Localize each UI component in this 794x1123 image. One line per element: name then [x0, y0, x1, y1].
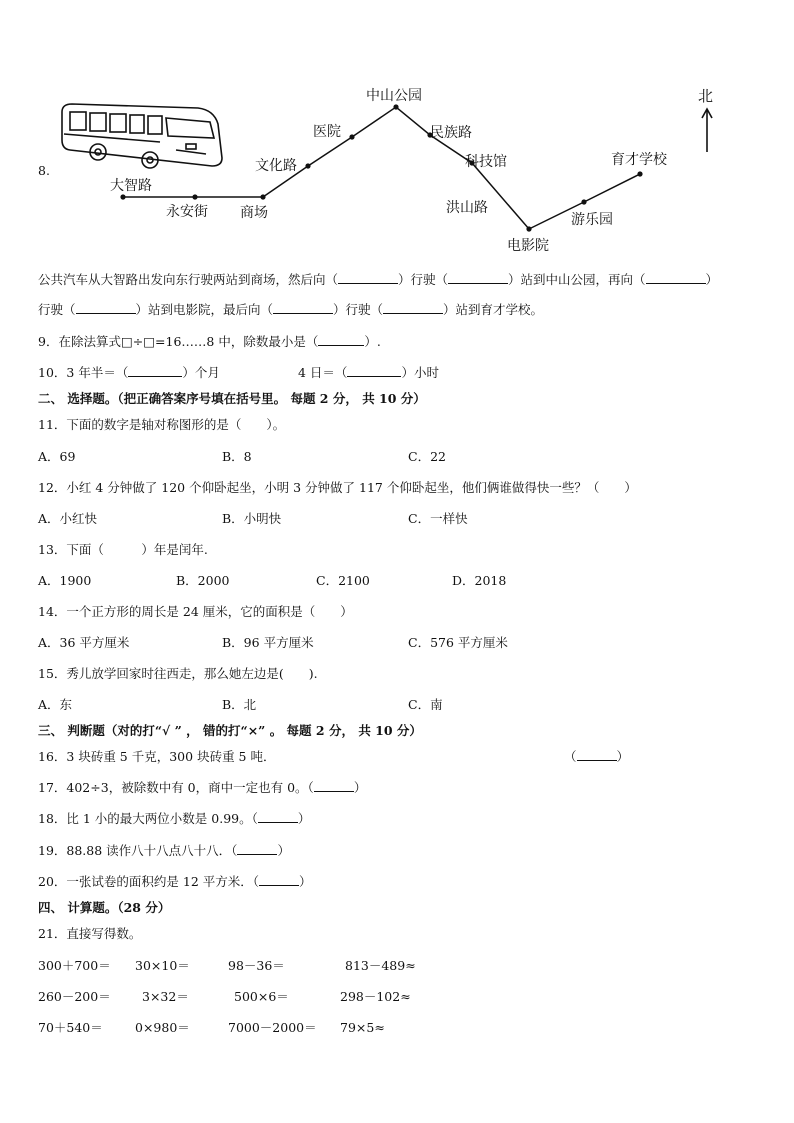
answer-blank[interactable]: [314, 780, 354, 792]
section-2-heading: 二、 选择题。（把正确答案序号填在括号里。 每题 2 分， 共 10 分）: [38, 391, 426, 406]
question-15-option-c[interactable]: C．南: [408, 697, 443, 712]
stop-label-zhongshan: 中山公园: [366, 88, 422, 104]
answer-blank[interactable]: [128, 365, 182, 377]
answer-blank[interactable]: [76, 302, 136, 314]
question-13-option-d[interactable]: D．2018: [452, 573, 507, 588]
question-15-option-b[interactable]: B．北: [222, 697, 257, 712]
question-12-option-c[interactable]: C．一样快: [408, 511, 468, 526]
stop-label-dazhi: 大智路: [110, 178, 152, 194]
calc-item[interactable]: 298－102≈: [340, 989, 411, 1004]
question-10: 10．3 年半＝（ ）个月: [38, 365, 220, 380]
calc-item[interactable]: 98－36＝: [228, 958, 285, 973]
question-11-stem: 11．下面的数字是轴对称图形的是（ ）。: [38, 417, 286, 432]
north-label: 北: [698, 87, 714, 105]
question-8-number: 8.: [38, 163, 50, 178]
bus-icon: [62, 104, 222, 168]
question-13-option-c[interactable]: C．2100: [316, 573, 370, 588]
stop-label-yucai: 育才学校: [611, 152, 667, 168]
stop-label-yongan: 永安街: [166, 204, 208, 220]
answer-blank[interactable]: [259, 874, 299, 886]
question-21: 21．直接写得数。: [38, 926, 142, 941]
question-20: 20．一张试卷的面积约是 12 平方米．（ ）: [38, 874, 312, 889]
calc-item[interactable]: 30×10＝: [135, 958, 190, 973]
calc-item[interactable]: 3×32＝: [142, 989, 189, 1004]
stop-label-yiyuan: 医院: [313, 124, 341, 140]
question-16: 16．3 块砖重 5 千克，300 块砖重 5 吨．: [38, 749, 276, 764]
question-17: 17．402÷3，被除数中有 0，商中一定也有 0。（ ）: [38, 780, 367, 795]
stop-label-shangchang: 商场: [240, 205, 268, 221]
question-8-text-line2: 行驶（ ）站到电影院，最后向（ ）行驶（ ）站到育才学校。: [38, 302, 544, 317]
section-3-heading: 三、 判断题（对的打“√ ” ， 错的打“×” 。 每题 2 分， 共 10 分）: [38, 723, 422, 738]
question-10-part2: 4 日＝（ ）小时: [298, 365, 439, 380]
calc-item[interactable]: 300＋700＝: [38, 958, 111, 973]
question-9: 9．在除法算式□÷□=16……8 中，除数最小是（ ）.: [38, 334, 381, 349]
question-11-option-a[interactable]: A．69: [38, 449, 76, 464]
calc-item[interactable]: 70＋540＝: [38, 1020, 103, 1035]
calc-item[interactable]: 79×5≈: [340, 1020, 385, 1035]
question-18: 18．比 1 小的最大两位小数是 0.99。（ ）: [38, 811, 311, 826]
question-15-option-a[interactable]: A．东: [38, 697, 73, 712]
question-14-option-a[interactable]: A．36 平方厘米: [38, 635, 130, 650]
question-14-stem: 14．一个正方形的周长是 24 厘米，它的面积是（ ）: [38, 604, 353, 619]
stop-label-keji: 科技馆: [465, 154, 507, 170]
question-12-option-a[interactable]: A．小红快: [38, 511, 98, 526]
question-11-option-c[interactable]: C．22: [408, 449, 446, 464]
question-8-text-line1: 公共汽车从大智路出发向东行驶两站到商场，然后向（ ）行驶（ ）站到中山公园，再向（ ）: [38, 272, 719, 287]
question-15-stem: 15．秀儿放学回家时往西走，那么她左边是( ).: [38, 666, 318, 681]
calc-item[interactable]: 7000－2000＝: [228, 1020, 317, 1035]
stop-label-hongshan: 洪山路: [446, 200, 488, 216]
question-13-option-a[interactable]: A．1900: [38, 573, 92, 588]
stop-label-minzu: 民族路: [430, 125, 472, 141]
answer-blank[interactable]: [448, 272, 508, 284]
question-12-stem: 12．小红 4 分钟做了 120 个仰卧起坐，小明 3 分钟做了 117 个仰卧起坐，他们俩谁做得快一些？（ ）: [38, 480, 637, 495]
answer-blank[interactable]: [237, 843, 277, 855]
section-4-heading: 四、 计算题。（28 分）: [38, 900, 171, 915]
calc-item[interactable]: 260－200＝: [38, 989, 111, 1004]
answer-blank[interactable]: [338, 272, 398, 284]
calc-item[interactable]: 0×980＝: [135, 1020, 190, 1035]
question-11-option-b[interactable]: B．8: [222, 449, 252, 464]
question-16-answer[interactable]: （ ）: [564, 749, 630, 764]
question-14-option-b[interactable]: B．96 平方厘米: [222, 635, 314, 650]
question-13-option-b[interactable]: B．2000: [176, 573, 230, 588]
question-13-stem: 13．下面（ ）年是闰年.: [38, 542, 208, 557]
answer-blank[interactable]: [646, 272, 706, 284]
answer-blank[interactable]: [318, 334, 364, 346]
question-12-option-b[interactable]: B．小明快: [222, 511, 282, 526]
answer-blank[interactable]: [383, 302, 443, 314]
stop-label-wenhua: 文化路: [255, 158, 297, 174]
route-map: [0, 0, 794, 260]
calc-item[interactable]: 500×6＝: [234, 989, 289, 1004]
stop-label-dianying: 电影院: [507, 238, 549, 254]
calc-item[interactable]: 813－489≈: [345, 958, 416, 973]
north-arrow-icon: [698, 87, 713, 152]
answer-blank[interactable]: [347, 365, 401, 377]
question-14-option-c[interactable]: C．576 平方厘米: [408, 635, 508, 650]
question-19: 19．88.88 读作八十八点八十八．（ ）: [38, 843, 290, 858]
answer-blank[interactable]: [273, 302, 333, 314]
answer-blank[interactable]: [258, 811, 298, 823]
stop-label-youle: 游乐园: [571, 212, 613, 228]
